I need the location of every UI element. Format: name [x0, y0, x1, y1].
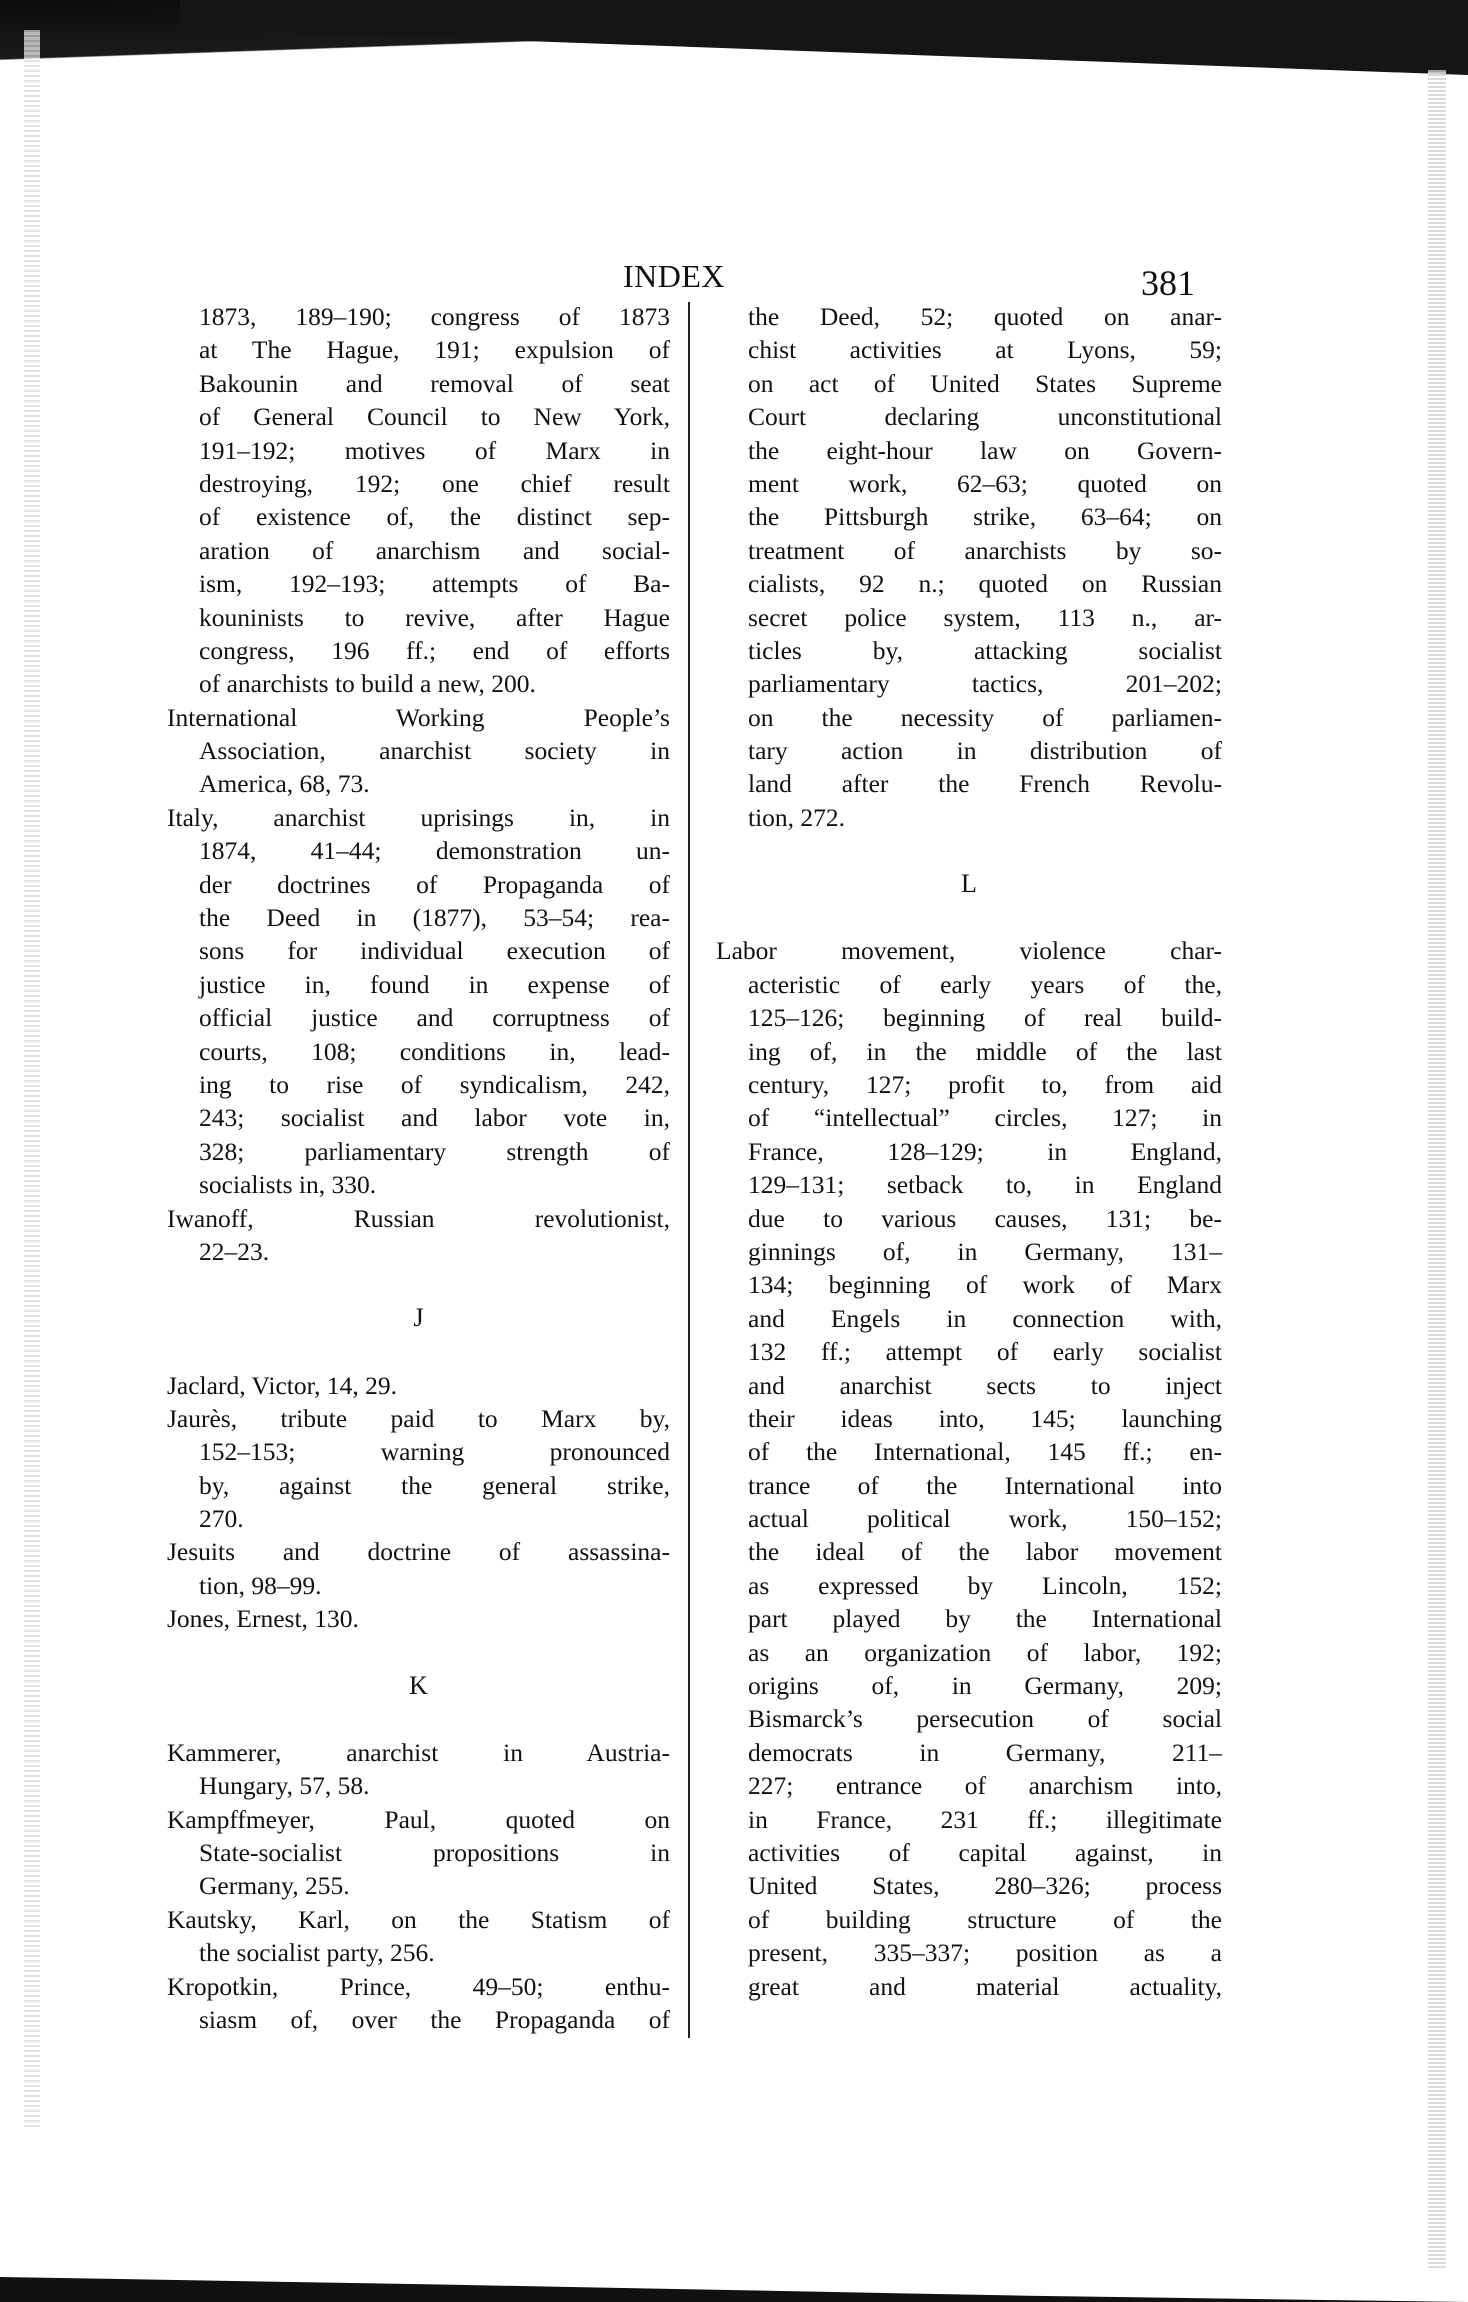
- index-entry: [716, 300, 1222, 834]
- entry-continuation-line: of existence of, the distinct sep-: [199, 502, 670, 532]
- index-entry: [167, 1903, 670, 1970]
- entry-continuation-line: ginnings of, in Germany, 131–: [748, 1236, 1222, 1266]
- entry-continuation-line: official justice and corruptness of: [199, 1003, 670, 1033]
- entry-continuation-line: Court declaring unconstitutional: [748, 402, 1222, 432]
- entry-continuation-line: ing of, in the middle of the last: [748, 1036, 1222, 1066]
- letter-heading: K: [409, 1670, 428, 1700]
- entry-continuation-line: justice in, found in expense of: [199, 969, 670, 999]
- entry-continuation-line: Association, anarchist society in: [199, 736, 670, 766]
- index-entry: [167, 1402, 670, 1536]
- entry-continuation-line: ism, 192–193; attempts of Ba-: [199, 569, 670, 599]
- entry-continuation-line: cialists, 92 n.; quoted on Russian: [748, 569, 1222, 599]
- entry-continuation-line: socialists in, 330.: [199, 1170, 377, 1200]
- entry-continuation-line: ticles by, attacking socialist: [748, 635, 1222, 665]
- entry-continuation-line: the ideal of the labor movement: [748, 1537, 1222, 1567]
- entry-continuation-line: in France, 231 ff.; illegitimate: [748, 1804, 1222, 1834]
- entry-continuation-line: tion, 272.: [748, 802, 846, 832]
- entry-continuation-line: century, 127; profit to, from aid: [748, 1070, 1222, 1099]
- entry-continuation-line: aration of anarchism and social-: [199, 535, 670, 565]
- entry-heading-line: Labor movement, violence char-: [716, 936, 1222, 966]
- index-entry: [167, 1736, 670, 1803]
- entry-continuation-line: on act of United States Supreme: [748, 368, 1222, 398]
- entry-heading-line: Jaclard, Victor, 14, 29.: [167, 1370, 397, 1400]
- entry-continuation-line: chist activities at Lyons, 59;: [748, 335, 1222, 365]
- entry-continuation-line: 129–131; setback to, in England: [748, 1170, 1222, 1200]
- entry-continuation-line: and anarchist sects to inject: [748, 1370, 1222, 1400]
- index-column-right: [716, 300, 1222, 2003]
- entry-continuation-line: at The Hague, 191; expulsion of: [199, 335, 670, 365]
- entry-continuation-line: courts, 108; conditions in, lead-: [199, 1036, 670, 1066]
- scan-left-edge: [24, 30, 40, 2130]
- entry-continuation-line: acteristic of early years of the,: [748, 969, 1222, 999]
- entry-continuation-line: great and material actuality,: [748, 1971, 1222, 2001]
- entry-continuation-line: activities of capital against, in: [748, 1837, 1222, 1867]
- entry-continuation-line: 125–126; beginning of real build-: [748, 1003, 1222, 1033]
- entry-continuation-line: parliamentary tactics, 201–202;: [748, 669, 1222, 699]
- entry-continuation-line: 134; beginning of work of Marx: [748, 1270, 1222, 1300]
- entry-continuation-line: 270.: [199, 1504, 244, 1534]
- entry-continuation-line: 227; entrance of anarchism into,: [748, 1771, 1222, 1801]
- entry-continuation-line: part played by the International: [748, 1604, 1222, 1634]
- entry-continuation-line: United States, 280–326; process: [748, 1871, 1222, 1901]
- entry-continuation-line: 1873, 189–190; congress of 1873: [199, 302, 670, 331]
- entry-heading-line: Jones, Ernest, 130.: [167, 1604, 359, 1634]
- entry-continuation-line: tary action in distribution of: [748, 736, 1222, 766]
- entry-continuation-line: origins of, in Germany, 209;: [748, 1671, 1222, 1701]
- entry-continuation-line: 243; socialist and labor vote in,: [199, 1103, 670, 1133]
- entry-continuation-line: of General Council to New York,: [199, 402, 670, 432]
- entry-heading-line: Kammerer, anarchist in Austria-: [167, 1737, 670, 1767]
- entry-continuation-line: France, 128–129; in England,: [748, 1136, 1222, 1166]
- letter-heading: J: [413, 1303, 424, 1333]
- entry-continuation-line: the eight-hour law on Govern-: [748, 435, 1222, 465]
- scan-bottom-shadow: [0, 2277, 1468, 2302]
- entry-continuation-line: 328; parliamentary strength of: [199, 1136, 670, 1166]
- entry-continuation-line: treatment of anarchists by so-: [748, 535, 1222, 565]
- entry-continuation-line: of anarchists to build a new, 200.: [199, 669, 536, 699]
- entry-heading-line: Jesuits and doctrine of assassina-: [167, 1537, 670, 1567]
- entry-continuation-line: trance of the International into: [748, 1470, 1222, 1500]
- entry-continuation-line: 152–153; warning pronounced: [199, 1437, 670, 1467]
- entry-continuation-line: of “intellectual” circles, 127; in: [748, 1103, 1222, 1133]
- entry-continuation-line: kouninists to revive, after Hague: [199, 602, 670, 632]
- entry-continuation-line: of building structure of the: [748, 1904, 1222, 1934]
- entry-continuation-line: democrats in Germany, 211–: [748, 1737, 1222, 1767]
- entry-continuation-line: destroying, 192; one chief result: [199, 468, 670, 498]
- entry-heading-line: Italy, anarchist uprisings in, in: [167, 802, 670, 832]
- entry-continuation-line: State-socialist propositions in: [199, 1838, 670, 1867]
- index-entry: [167, 1803, 670, 1903]
- letter-heading: L: [961, 869, 977, 899]
- index-entry: [716, 934, 1222, 2003]
- entry-heading-line: Kropotkin, Prince, 49–50; enthu-: [167, 1971, 670, 2001]
- entry-continuation-line: der doctrines of Propaganda of: [199, 869, 670, 899]
- column-divider: [688, 302, 690, 2038]
- entry-continuation-line: as an organization of labor, 192;: [748, 1637, 1222, 1667]
- entry-heading-line: Kampffmeyer, Paul, quoted on: [167, 1804, 670, 1834]
- entry-continuation-line: ment work, 62–63; quoted on: [748, 468, 1222, 498]
- entry-continuation-line: the Pittsburgh strike, 63–64; on: [748, 502, 1222, 532]
- entry-continuation-line: present, 335–337; position as a: [748, 1938, 1222, 1968]
- entry-heading-line: International Working People’s: [167, 702, 670, 732]
- index-entry: [167, 1602, 670, 1635]
- entry-heading-line: Kautsky, Karl, on the Statism of: [167, 1904, 670, 1934]
- entry-heading-line: Iwanoff, Russian revolutionist,: [167, 1203, 670, 1233]
- entry-continuation-line: Hungary, 57, 58.: [199, 1771, 370, 1801]
- entry-continuation-line: 191–192; motives of Marx in: [199, 435, 670, 465]
- entry-continuation-line: their ideas into, 145; launching: [748, 1403, 1222, 1433]
- entry-continuation-line: 132 ff.; attempt of early socialist: [748, 1337, 1222, 1367]
- entry-continuation-line: Bismarck’s persecution of social: [748, 1704, 1222, 1734]
- entry-continuation-line: sons for individual execution of: [199, 936, 670, 966]
- entry-continuation-line: due to various causes, 131; be-: [748, 1203, 1222, 1233]
- index-column-left: [167, 300, 670, 2036]
- index-entry: [167, 1202, 670, 1269]
- entry-continuation-line: tion, 98–99.: [199, 1570, 322, 1600]
- entry-continuation-line: the Deed, 52; quoted on anar-: [748, 302, 1222, 331]
- entry-continuation-line: 1874, 41–44; demonstration un-: [199, 836, 670, 866]
- page-number: 381: [1141, 263, 1195, 303]
- entry-continuation-line: land after the French Revolu-: [748, 769, 1222, 799]
- entry-continuation-line: congress, 196 ff.; end of efforts: [199, 635, 670, 665]
- entry-continuation-line: as expressed by Lincoln, 152;: [748, 1570, 1222, 1600]
- entry-continuation-line: secret police system, 113 n., ar-: [748, 602, 1222, 632]
- entry-continuation-line: Germany, 255.: [199, 1871, 350, 1901]
- entry-continuation-line: 22–23.: [199, 1236, 270, 1266]
- running-head: INDEX: [623, 258, 726, 294]
- entry-continuation-line: ing to rise of syndicalism, 242,: [199, 1069, 670, 1099]
- entry-continuation-line: actual political work, 150–152;: [748, 1504, 1222, 1534]
- entry-continuation-line: on the necessity of parliamen-: [748, 702, 1222, 732]
- entry-continuation-line: the Deed in (1877), 53–54; rea-: [199, 903, 670, 933]
- index-entry: [167, 1369, 670, 1402]
- scan-right-edge: [1428, 70, 1446, 2270]
- entry-continuation-line: America, 68, 73.: [199, 769, 370, 799]
- entry-continuation-line: Bakounin and removal of seat: [199, 368, 670, 398]
- index-entry: [167, 1535, 670, 1602]
- entry-continuation-line: the socialist party, 256.: [199, 1938, 435, 1968]
- entry-continuation-line: siasm of, over the Propaganda of: [199, 2004, 670, 2034]
- index-entry: [167, 1970, 670, 2037]
- entry-heading-line: Jaurès, tribute paid to Marx by,: [167, 1403, 670, 1433]
- entry-continuation-line: by, against the general strike,: [199, 1470, 670, 1500]
- entry-continuation-line: and Engels in connection with,: [748, 1303, 1222, 1333]
- index-entry: [167, 300, 670, 701]
- index-entry: [167, 801, 670, 1202]
- index-entry: [167, 701, 670, 801]
- entry-continuation-line: of the International, 145 ff.; en-: [748, 1437, 1222, 1467]
